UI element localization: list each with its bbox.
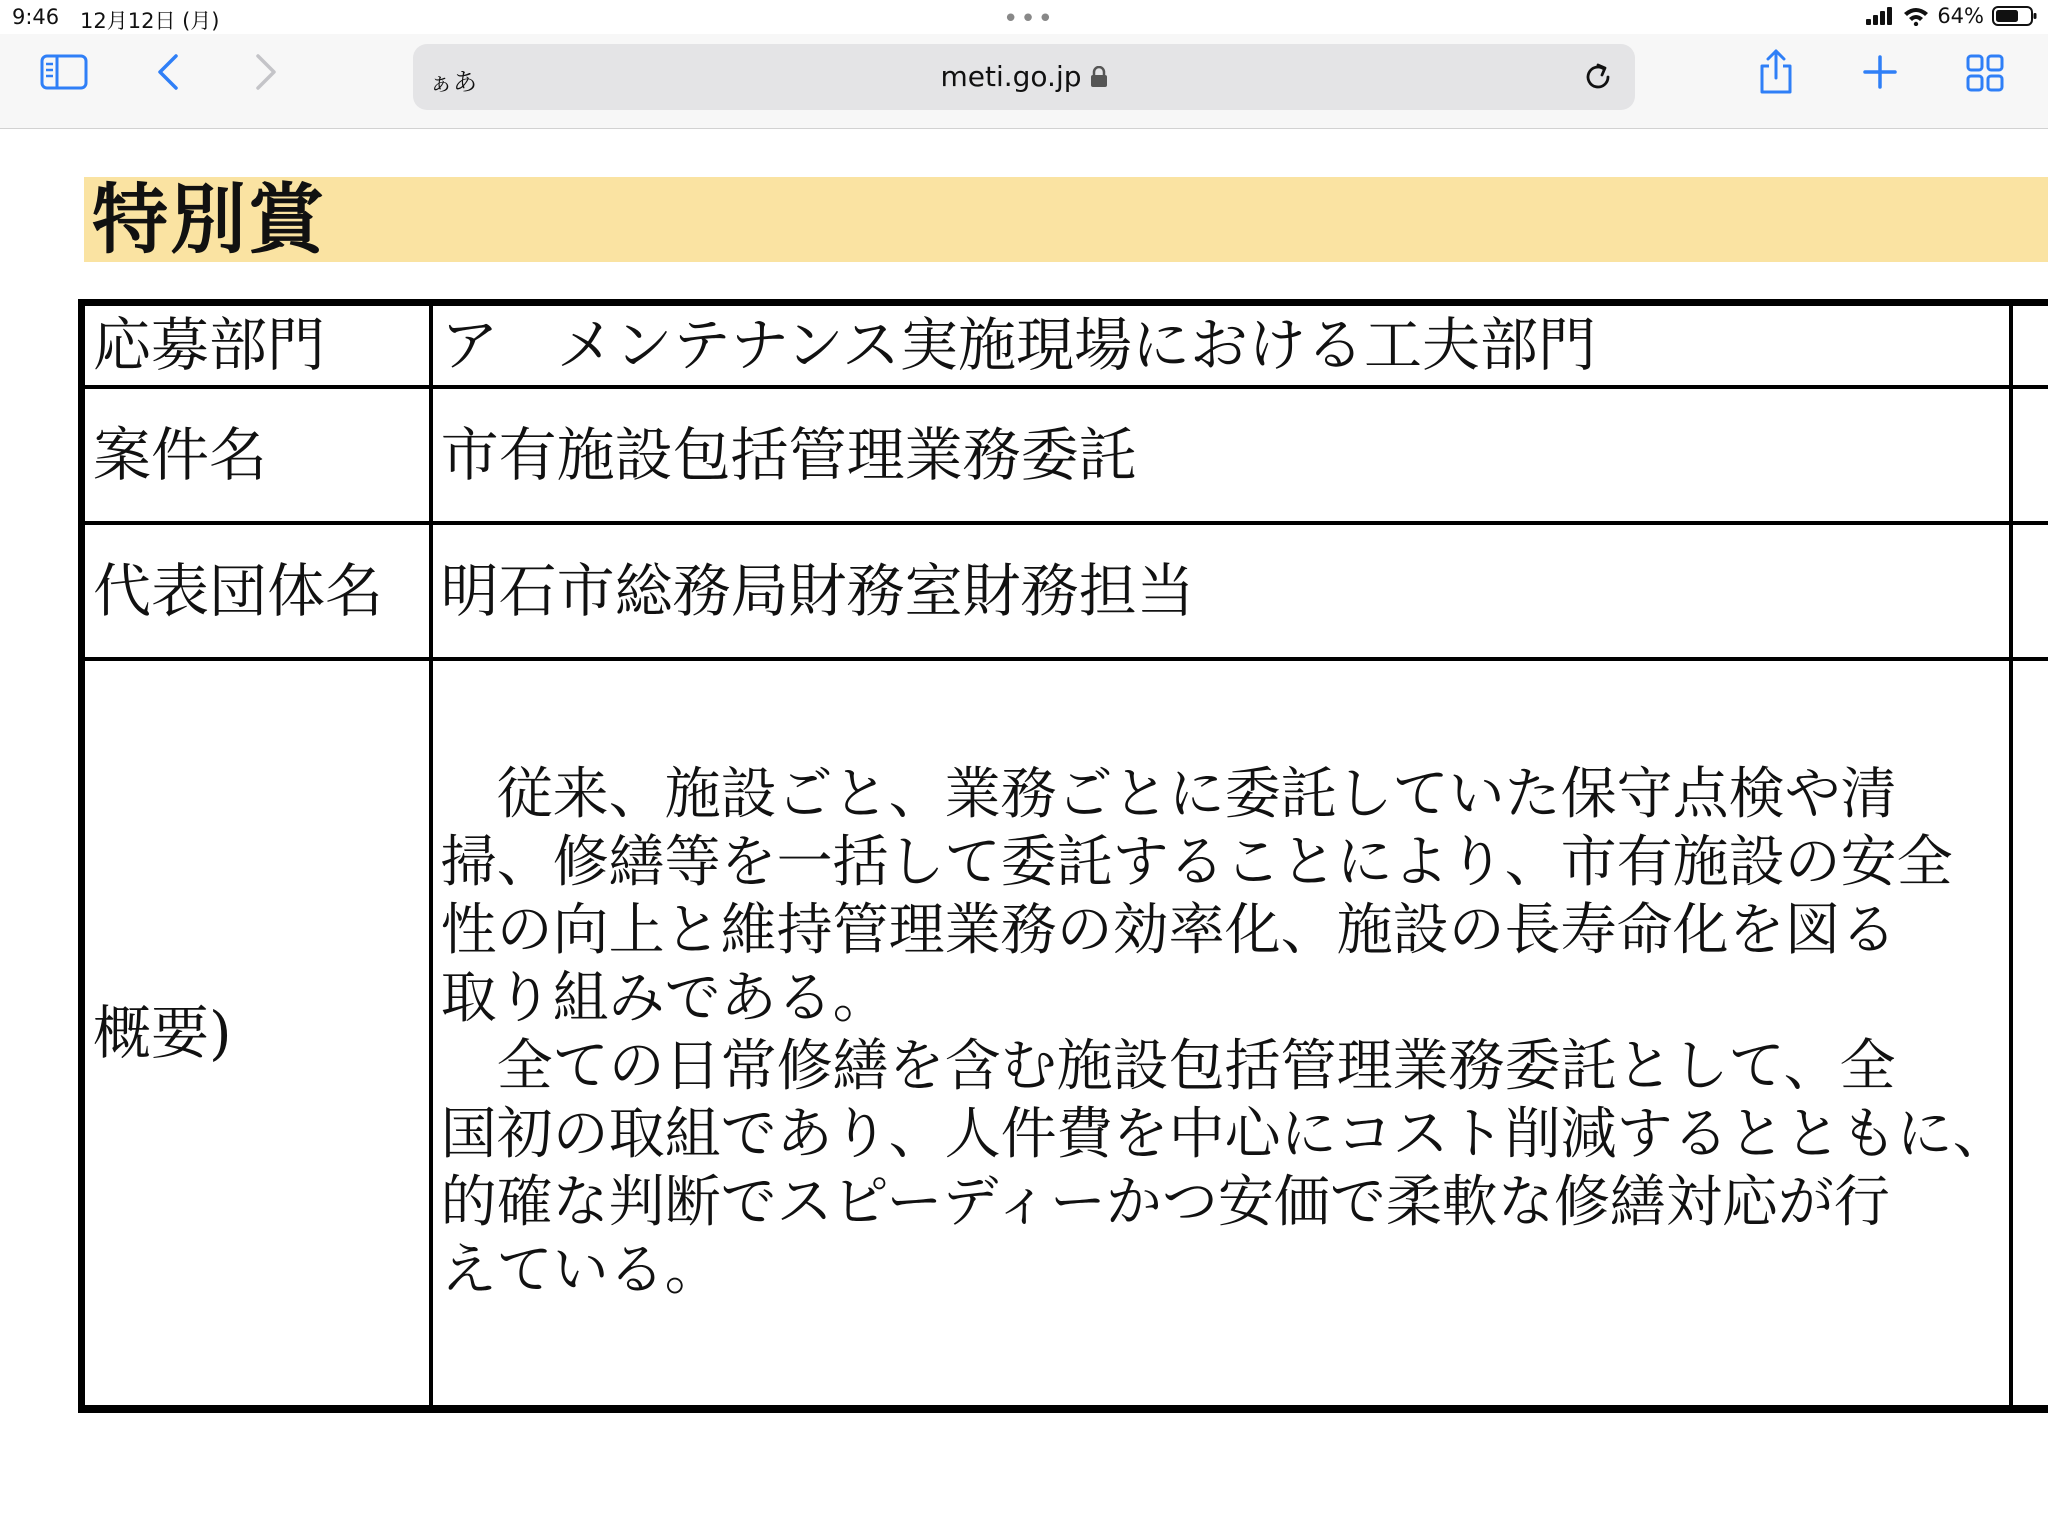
summary-line: 国初の取組であり、人件費を中心にコスト削減するとともに、 xyxy=(440,1101,2009,1167)
table-row-summary xyxy=(82,659,2048,1409)
reload-button[interactable] xyxy=(1581,60,1615,94)
web-page-content xyxy=(0,129,2048,1536)
lock-icon xyxy=(1090,62,1108,84)
table-row-project xyxy=(82,387,2048,523)
summary-line: えている。 xyxy=(440,1237,721,1303)
table-edge-cell xyxy=(2011,659,2048,1409)
category-label: 応募部門 xyxy=(82,303,431,387)
battery-percent: 64% xyxy=(1937,4,1984,28)
signal-icon xyxy=(1865,6,1895,26)
table-edge-cell xyxy=(2011,523,2048,659)
category-value: ア メンテナンス実施現場における工夫部門 xyxy=(431,303,2011,387)
summary-label: 概要) xyxy=(82,659,431,1409)
status-indicators xyxy=(1865,4,2038,28)
table-edge-cell xyxy=(2011,303,2048,387)
award-title: 特別賞 xyxy=(92,175,326,264)
address-bar[interactable] xyxy=(413,44,1635,110)
tabs-grid-icon xyxy=(1966,54,2004,96)
sidebar-button[interactable] xyxy=(36,52,92,96)
reload-icon xyxy=(1581,79,1615,98)
forward-button[interactable] xyxy=(244,52,288,96)
summary-line: 取り組みである。 xyxy=(440,965,889,1031)
page-format-button[interactable]: ぁあ xyxy=(429,68,477,96)
url-display[interactable] xyxy=(413,60,1635,93)
status-time: 9:46 xyxy=(12,5,60,29)
url-text: meti.go.jp xyxy=(940,60,1082,93)
summary-line: 性の向上と維持管理業務の効率化、施設の長寿命化を図る xyxy=(440,897,1897,963)
plus-icon xyxy=(1862,54,1898,94)
project-label: 案件名 xyxy=(82,387,431,523)
summary-text xyxy=(431,659,2011,1409)
sidebar-icon xyxy=(40,54,88,94)
summary-line: 的確な判断でスピーディーかつ安価で柔軟な修繕対応が行 xyxy=(440,1169,1890,1235)
share-icon xyxy=(1756,48,1796,100)
award-info-table xyxy=(78,299,2048,1413)
battery-icon xyxy=(1992,5,2038,27)
share-button[interactable] xyxy=(1750,48,1802,100)
organization-label: 代表団体名 xyxy=(82,523,431,659)
project-value: 市有施設包括管理業務委託 xyxy=(431,387,2011,523)
browser-toolbar xyxy=(0,34,2048,129)
chevron-left-icon xyxy=(156,53,180,95)
chevron-right-icon xyxy=(254,53,278,95)
back-button[interactable] xyxy=(146,52,190,96)
status-bar xyxy=(0,0,2048,34)
table-row-organization xyxy=(82,523,2048,659)
multitasking-dots[interactable]: ••• xyxy=(1003,4,1056,34)
summary-line: 掃、修繕等を一括して委託することにより、市有施設の安全 xyxy=(440,829,1953,895)
new-tab-button[interactable] xyxy=(1856,50,1904,98)
summary-line: 従来、施設ごと、業務ごとに委託していた保守点検や清 xyxy=(440,761,1897,827)
table-edge-cell xyxy=(2011,387,2048,523)
award-header-band xyxy=(84,177,2048,262)
table-row-category xyxy=(82,303,2048,387)
organization-value: 明石市総務局財務室財務担当 xyxy=(431,523,2011,659)
status-date: 12月12日 (月) xyxy=(80,9,220,33)
wifi-icon xyxy=(1903,6,1929,26)
summary-line: 全ての日常修繕を含む施設包括管理業務委託として、全 xyxy=(440,1033,1896,1099)
tabs-overview-button[interactable] xyxy=(1960,50,2010,100)
